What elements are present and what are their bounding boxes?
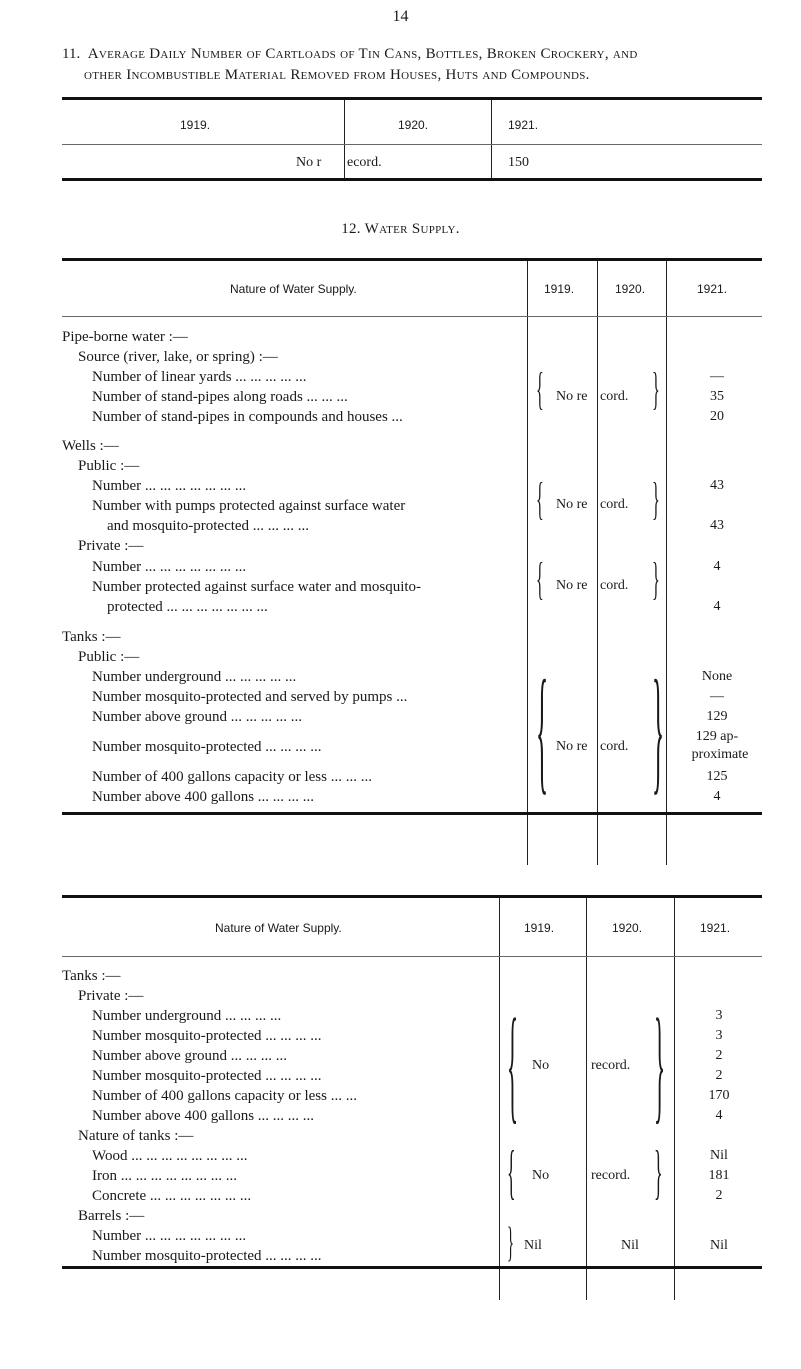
- t2-value-1921: 181: [708, 1168, 730, 1183]
- t1-no-record-left: No re: [556, 497, 588, 512]
- t1-value-1921: 43: [710, 518, 724, 533]
- t1-value-1921: proximate: [691, 747, 749, 762]
- t2-header-1921: 1921.: [700, 921, 731, 935]
- brace-close-icon: }: [652, 473, 660, 524]
- t1-label: Number of linear yards ... ... ... ... ...: [92, 369, 307, 385]
- t1-value-1921: 129: [706, 709, 728, 724]
- t1-no-record-right: cord.: [600, 497, 629, 512]
- t1-label: Number mosquito-protected and served by pumps ...: [92, 689, 408, 705]
- brace-close-icon: }: [507, 1220, 515, 1266]
- t1-value-1921: 43: [710, 478, 724, 493]
- t2-value-1921: 170: [708, 1088, 730, 1103]
- t2-value-1921: 2: [715, 1068, 723, 1083]
- t1-label: Public :—: [78, 649, 140, 665]
- t1-label: Number of 400 gallons capacity or less ... ... ...: [92, 769, 372, 785]
- t1-label: Number with pumps protected against surface water: [92, 498, 406, 514]
- t1-label: Number protected against surface water and mosquito-: [92, 579, 422, 595]
- brace-open-icon: {: [507, 993, 519, 1135]
- t1-no-record-right: cord.: [600, 739, 629, 754]
- t2-no: No: [532, 1168, 550, 1183]
- t2-label: Concrete ... ... ... ... ... ... ...: [92, 1188, 252, 1204]
- t2-label: Number of 400 gallons capacity or less ... ...: [92, 1088, 357, 1104]
- t2-value-1921: 3: [715, 1008, 723, 1023]
- t1-value-1921: 4: [713, 789, 721, 804]
- t2-value-1921: Nil: [710, 1238, 728, 1253]
- brace-open-icon: {: [507, 1139, 516, 1205]
- t1-label: Number above ground ... ... ... ... ...: [92, 709, 302, 725]
- t1-value-1921: —: [710, 369, 724, 384]
- brace-close-icon: }: [652, 363, 660, 414]
- t2-label: Number above 400 gallons ... ... ... ...: [92, 1108, 315, 1124]
- t2-label: Wood ... ... ... ... ... ... ... ...: [92, 1148, 248, 1164]
- page-number: 14: [392, 8, 409, 25]
- t1-no-record-right: cord.: [600, 389, 629, 404]
- t2-label: Number ... ... ... ... ... ... ...: [92, 1228, 247, 1244]
- t2-value-1921: 2: [715, 1188, 723, 1203]
- brace-open-icon: {: [536, 363, 544, 414]
- t2-header-nature: Nature of Water Supply.: [215, 921, 342, 935]
- t2-label: Number mosquito-protected ... ... ... ...: [92, 1028, 322, 1044]
- t2-label: Tanks :—: [62, 968, 121, 984]
- t1-label: Private :—: [78, 538, 144, 554]
- t1-value-1921: 129 ap-: [695, 729, 739, 744]
- section11-number: 11.: [62, 46, 81, 62]
- brace-close-icon: }: [652, 553, 660, 604]
- t2-label: Iron ... ... ... ... ... ... ... ...: [92, 1168, 237, 1184]
- brace-close-icon: }: [654, 993, 666, 1135]
- t1-label: Number of stand-pipes in compounds and houses ...: [92, 409, 403, 425]
- t1-label: Source (river, lake, or spring) :—: [78, 349, 278, 365]
- t2-nil-1920: Nil: [621, 1238, 639, 1253]
- s11-no-record-left: No r: [296, 155, 322, 170]
- t1-value-1921: 4: [713, 559, 721, 574]
- t1-label: Number mosquito-protected ... ... ... ...: [92, 739, 322, 755]
- t1-header-nature: Nature of Water Supply.: [230, 282, 357, 296]
- t1-header-1921: 1921.: [697, 282, 728, 296]
- t2-value-1921: 3: [715, 1028, 723, 1043]
- t2-value-1921: 4: [715, 1108, 723, 1123]
- t1-no-record-left: No re: [556, 389, 588, 404]
- t2-value-1921: 2: [715, 1048, 723, 1063]
- t1-header-1920: 1920.: [615, 282, 646, 296]
- s11-header-1921: 1921.: [508, 118, 539, 132]
- t2-record: record.: [591, 1168, 631, 1183]
- brace-close-icon: }: [654, 1139, 663, 1205]
- t1-label: Number of stand-pipes along roads ... ... ...: [92, 389, 348, 405]
- section12-title: 12. Water Supply.: [341, 221, 460, 237]
- t2-record: record.: [591, 1058, 631, 1073]
- t1-label: and mosquito-protected ... ... ... ...: [107, 518, 310, 534]
- t1-label: Number ... ... ... ... ... ... ...: [92, 559, 247, 575]
- t2-no: No: [532, 1058, 550, 1073]
- section11-title-line1: Average Daily Number of Cartloads of Tin Cans, Bottles, Broken Crockery, and: [87, 46, 638, 62]
- t1-label: protected ... ... ... ... ... ... ...: [107, 599, 268, 615]
- section11-title: [62, 46, 782, 84]
- t1-label: Tanks :—: [62, 629, 121, 645]
- t2-header-1920: 1920.: [612, 921, 643, 935]
- t1-label: Number above 400 gallons ... ... ... ...: [92, 789, 315, 805]
- brace-open-icon: {: [536, 652, 549, 807]
- t2-label: Number above ground ... ... ... ...: [92, 1048, 287, 1064]
- t1-value-1921: 20: [710, 409, 724, 424]
- t1-label: Wells :—: [62, 438, 119, 454]
- t2-label: Nature of tanks :—: [78, 1128, 194, 1144]
- t2-value-1921: Nil: [710, 1148, 728, 1163]
- t1-label: Number underground ... ... ... ... ...: [92, 669, 297, 685]
- s11-header-1919: 1919.: [180, 118, 211, 132]
- t1-label: Public :—: [78, 458, 140, 474]
- t2-label: Number mosquito-protected ... ... ... ...: [92, 1068, 322, 1084]
- t1-label: Number ... ... ... ... ... ... ...: [92, 478, 247, 494]
- t2-label: Number underground ... ... ... ...: [92, 1008, 282, 1024]
- s11-value-1921: 150: [508, 155, 529, 170]
- t2-label: Private :—: [78, 988, 144, 1004]
- t2-label: Number mosquito-protected ... ... ... ...: [92, 1248, 322, 1264]
- s11-header-1920: 1920.: [398, 118, 429, 132]
- t2-header-1919: 1919.: [524, 921, 555, 935]
- section11-title-line2: other Incombustible Material Removed from Houses, Huts and Compounds.: [84, 67, 590, 83]
- brace-open-icon: {: [536, 553, 544, 604]
- t1-no-record-left: No re: [556, 578, 588, 593]
- t2-nil-1919: Nil: [524, 1238, 542, 1253]
- t2-label: Barrels :—: [78, 1208, 145, 1224]
- brace-open-icon: {: [536, 473, 544, 524]
- t1-header-1919: 1919.: [544, 282, 575, 296]
- t1-value-1921: None: [701, 669, 733, 684]
- t1-no-record-right: cord.: [600, 578, 629, 593]
- t1-label: Pipe-borne water :—: [62, 329, 188, 345]
- t1-value-1921: 125: [706, 769, 728, 784]
- t1-value-1921: 4: [713, 599, 721, 614]
- s11-no-record-right: ecord.: [347, 155, 382, 170]
- t1-value-1921: 35: [710, 389, 724, 404]
- brace-close-icon: }: [652, 652, 665, 807]
- t1-no-record-left: No re: [556, 739, 588, 754]
- t1-value-1921: —: [710, 689, 724, 704]
